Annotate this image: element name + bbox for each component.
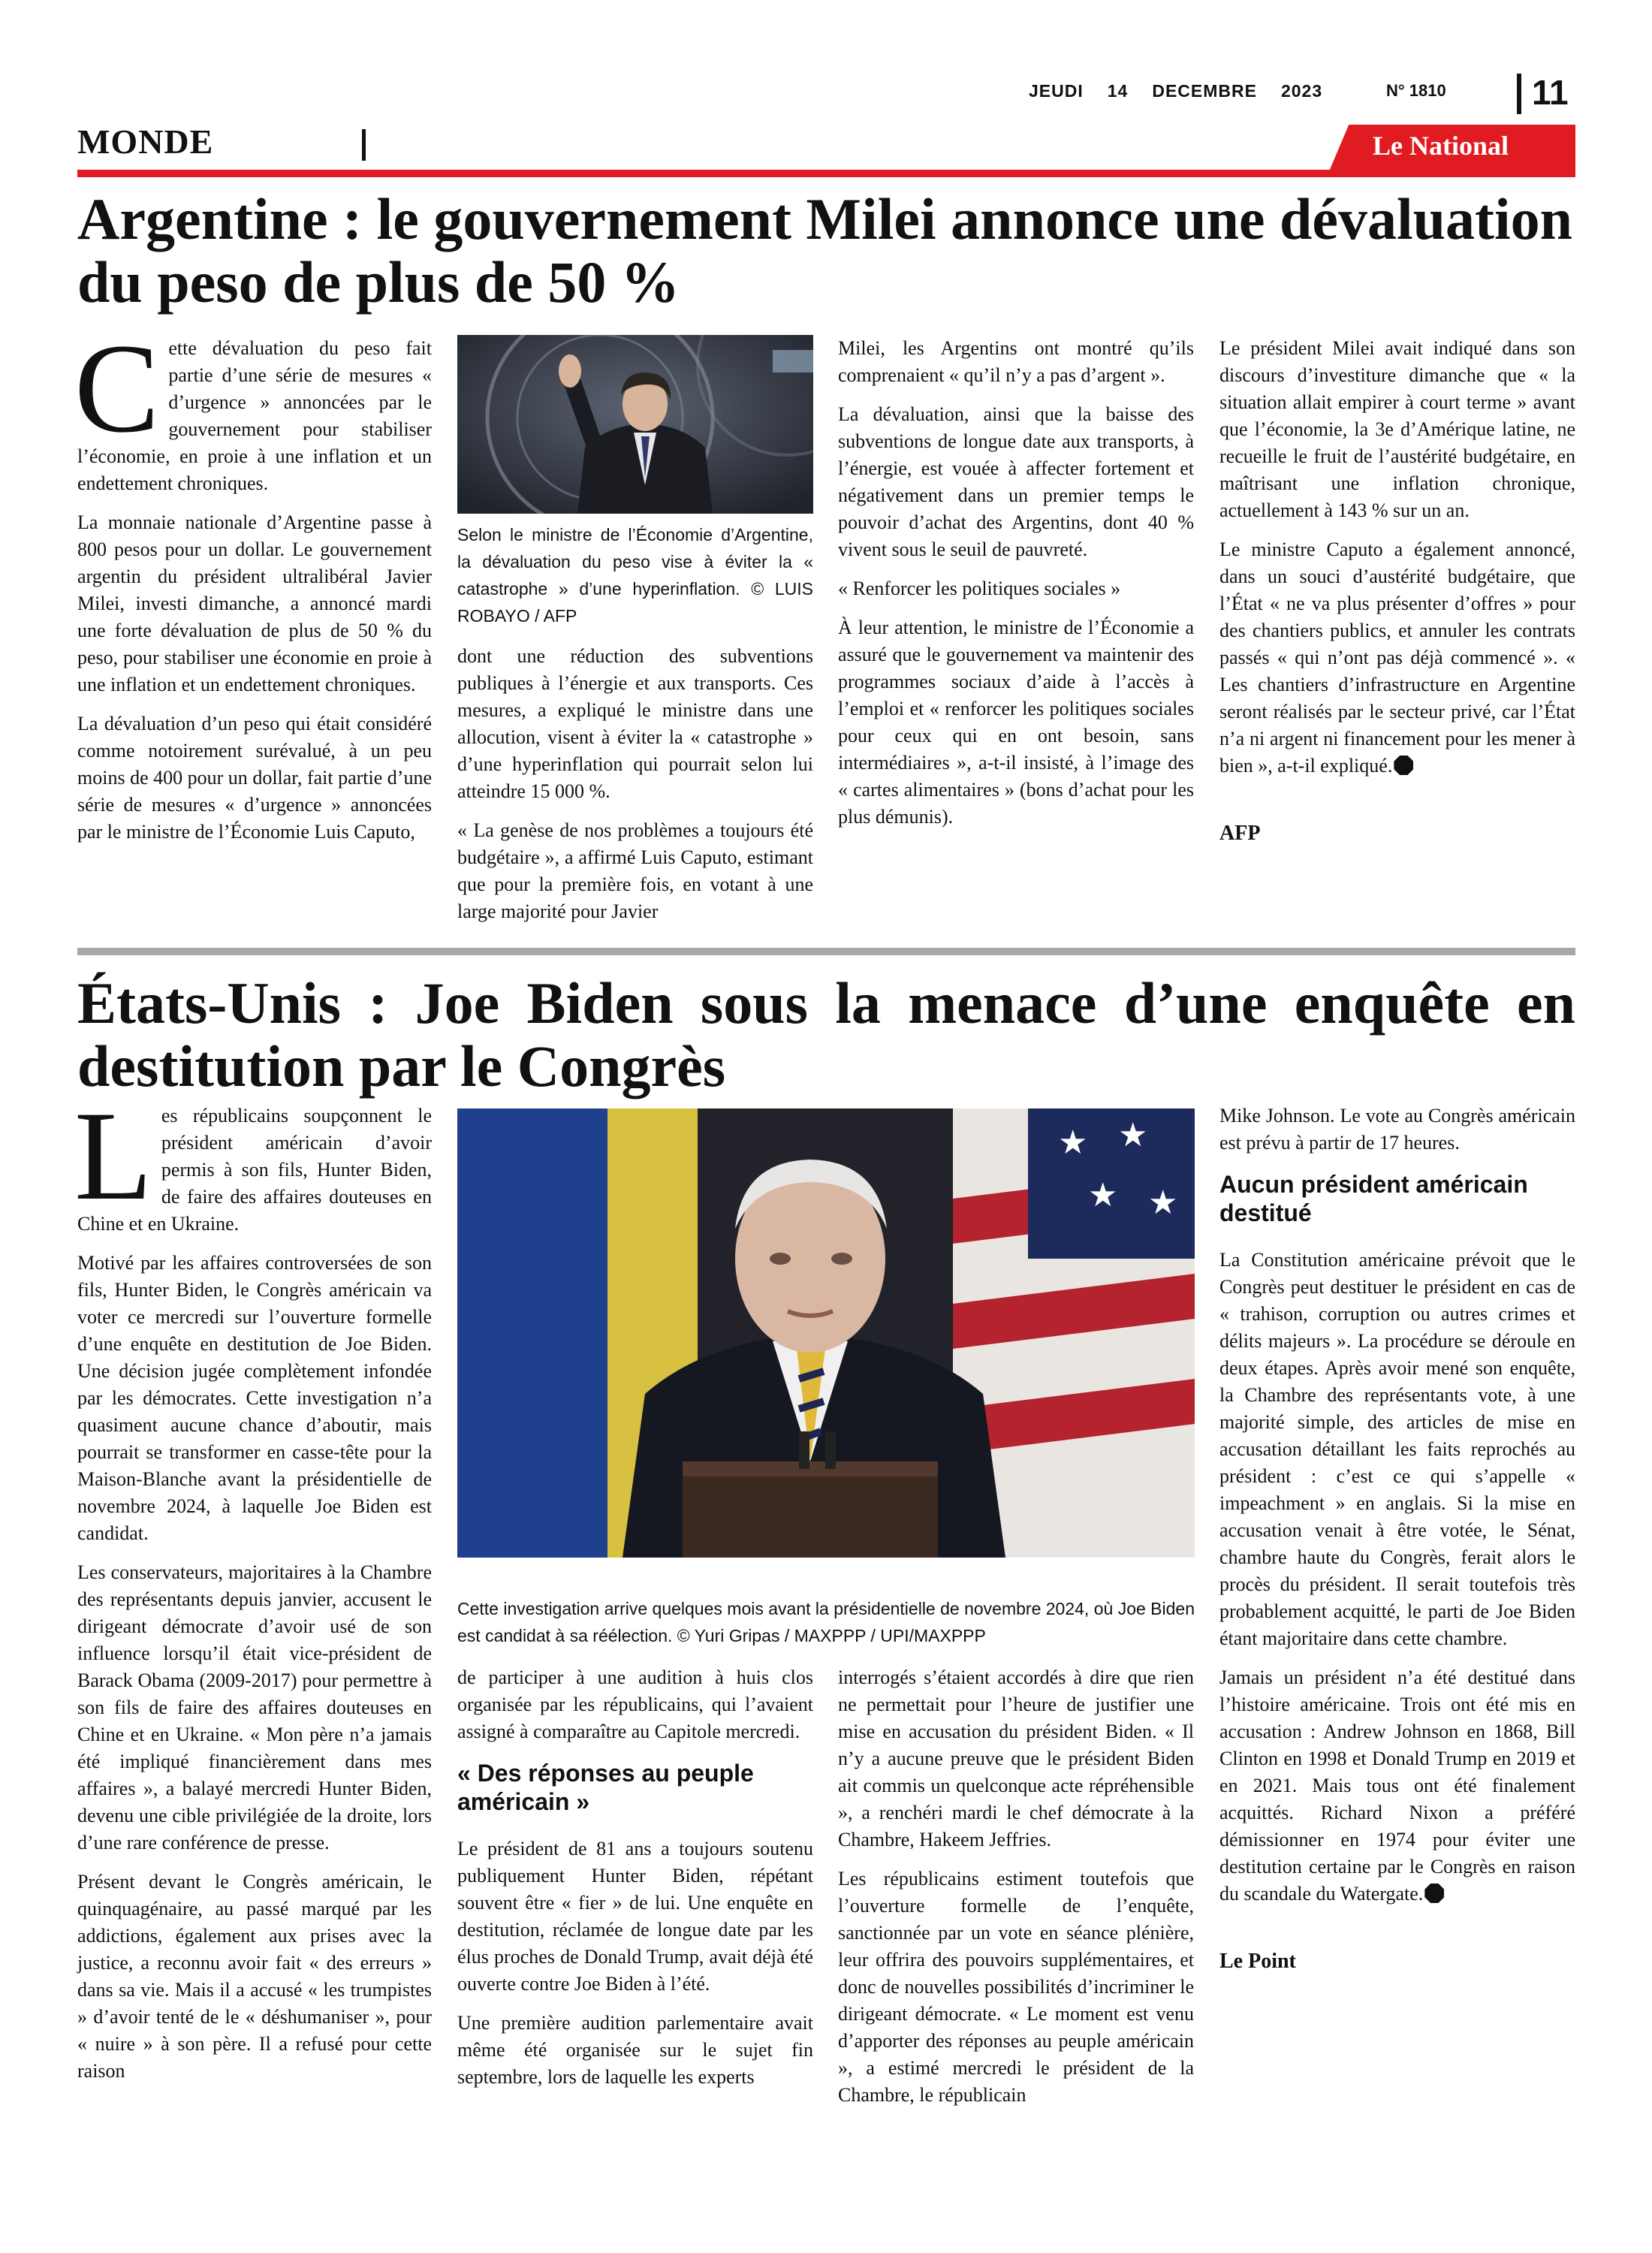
page-number: 11: [1532, 73, 1569, 112]
article2-subhead: « Des réponses au peuple américain »: [457, 1760, 754, 1815]
milei-photo: [457, 335, 813, 514]
section-divider: [362, 129, 366, 161]
end-of-article-icon: [1424, 1884, 1444, 1903]
header-rule: [77, 170, 1575, 177]
article1-column-3: [838, 335, 1194, 843]
date-month: DECEMBRE: [1152, 81, 1257, 101]
article2-column-3: [838, 1664, 1194, 2121]
article2-paragraph: Motivé par les affaires controversées de son fils, Hunter Biden, le Congrès américain va voter ce mercredi sur l’ouverture formelle d’une enquête en destitution de Joe Biden. Une décision jugée complètement infondée par les démocrates. Cette investigation n’a quasiment aucune chance d’aboutir, mais pourrait se transformer en casse-tête pour la Maison-Blanche avant la présidentielle de novembre 2024, à laquelle Joe Biden est candidat.: [77, 1252, 432, 1544]
article2-column-4: [1219, 1102, 1575, 1987]
article1-paragraph: ette dévaluation du peso fait partie d’une série de mesures « d’urgence » annoncées par le gouvernement pour stabiliser l’économie, en proie à une inflation et un endettement chroniques.: [77, 337, 432, 494]
article2-paragraph: Présent devant le Congrès américain, le quinquagénaire, au passé marqué par les addictions, également aux prises avec la justice, a reconnu avoir fait « des erreurs » dans sa vie. Mais il a accusé « les trumpistes » d’avoir tenté de le « déshumaniser », pour « nuire » à son père. Il a refusé pour cette raison: [77, 1871, 432, 2082]
article2-paragraph: es républicains soupçonnent le président américain d’avoir permis à son fils, Hunter Biden, de faire des affaires douteuses en Chine et en Ukraine.: [77, 1105, 432, 1235]
article2-column-2: [457, 1664, 813, 2103]
article2-paragraph: Une première audition parlementaire avait même été organisée sur le sujet fin septembre, lors de laquelle les experts: [457, 2012, 813, 2088]
date-number: 14: [1107, 81, 1129, 101]
article1-paragraph: Milei, les Argentins ont montré qu’ils comprenaient « qu’il n’y a pas d’argent ».: [838, 337, 1194, 386]
article1-paragraph: Le ministre Caputo a également annoncé, dans un souci d’austérité budgétaire, que l’État « ne va plus présenter d’offres » pour des chantiers publics, et annuler les contrats passés « qui n’ont pas déjà commencé ». « Les chantiers d’infrastructure en Argentine seront réalisés par le secteur privé, car l’État n’a ni argent ni financement pour les mener à bien », a-t-il expliqué.: [1219, 538, 1575, 777]
article2-source: Le Point: [1219, 1950, 1296, 1973]
article2-paragraph: Les conservateurs, majoritaires à la Chambre des représentants depuis janvier, accusent le dirigeant démocrate d’avoir usé de son influence lorsqu’il était vice-président de Barack Obama (2009-2017) pour permettre à son fils de faire des affaires douteuses en Chine et en Ukraine. « Mon père n’a jamais été impliqué financièrement dans mes affaires », a balayé mercredi Hunter Biden, devenu une cible privilégiée de la droite, lors d’une rare conférence de presse.: [77, 1561, 432, 1853]
section-title: MONDE: [77, 122, 214, 161]
article2-paragraph: La Constitution américaine prévoit que le Congrès peut destituer le président en cas de « trahison, corruption ou autres crimes et délits majeurs ». La procédure se déroule en deux étapes. Après avoir mené son enquête, la Chambre des représentants vote, à une majorité simple, des articles de mise en accusation détaillant les faits reprochés au président : c’est ce qui s’appelle « impeachment » en anglais. Si la mise en accusation venait à être votée, le Sénat, chambre haute du Congrès, ferait alors le procès du président. Il serait toutefois très probablement acquitté, le parti de Joe Biden étant majoritaire dans cette chambre.: [1219, 1249, 1575, 1649]
issue-number: N° 1810: [1386, 81, 1446, 100]
svg-text:★: ★: [1148, 1184, 1178, 1222]
article1-column-1: [74, 318, 432, 858]
article1-column-2: [457, 643, 813, 937]
article1-paragraph: dont une réduction des subventions publiques à l’énergie et aux transports. Ces mesures, a expliqué le ministre dans une allocution, visent à éviter la « catastrophe » d’une hyperinflation qui pourrait selon lui atteindre 15 000 %.: [457, 645, 813, 802]
article1-column-4: [1219, 335, 1575, 859]
article1-headline: Argentine : le gouvernement Milei annonce une dévaluation du peso de plus de 50 %: [77, 186, 1573, 315]
article2-headline: États-Unis : Joe Biden sous la menace d’une enquête en destitution par le Congrès: [77, 970, 1575, 1099]
article2-dropcap: L: [74, 1085, 152, 1226]
article2-paragraph: interrogés s’étaient accordés à dire que rien ne permettait pour l’heure de justifier une mise en accusation du président Biden. « Il n’y a aucune preuve que le président Biden ait commis un quelconque acte répréhensible », a renchéri mardi le chef démocrate à la Chambre, Hakeem Jeffries.: [838, 1666, 1194, 1850]
article1-paragraph: La dévaluation, ainsi que la baisse des subventions de longue date aux transports, à l’énergie, est vouée à affecter fortement et négativement dans un premier temps le pouvoir d’achat des Argentins, dont 40 % vivent sous le seuil de pauvreté.: [838, 403, 1194, 560]
svg-text:★: ★: [1058, 1123, 1088, 1162]
article1-photo-caption: Selon le ministre de l’Économie d’Argentine, la dévaluation du peso vise à éviter la « catastrophe » d’une hyperinflation. © LUIS ROBAYO / AFP: [457, 525, 813, 626]
article2-paragraph: Jamais un président n’a été destitué dans l’histoire américaine. Trois ont été mis en accusation : Andrew Johnson en 1868, Bill Clinton en 1998 et Donald Trump en 2019 et en 2021. Mais tous ont été finalement acquittés. Richard Nixon a préféré démissionner en 1974 pour éviter une destitution certaine par le Congrès en raison du scandale du Watergate.: [1219, 1666, 1575, 1905]
article1-paragraph: La dévaluation d’un peso qui était considéré comme notoirement surévalué, à un peu moins de 400 pour un dollar, fait partie d’une série de mesures « d’urgence » annoncées par le ministre de l’Économie Luis Caputo,: [77, 713, 432, 843]
page-number-divider: [1517, 74, 1521, 114]
date-day: JEUDI: [1029, 81, 1084, 101]
biden-photo: [457, 1108, 1195, 1558]
article1-paragraph: « La genèse de nos problèmes a toujours été budgétaire », a affirmé Luis Caputo, estimant que pour la première fois, en votant à une large majorité pour Javier: [457, 819, 813, 922]
brand-name: Le National: [1373, 131, 1509, 161]
milei-photo-illustration: [457, 335, 813, 514]
end-of-article-icon: [1394, 756, 1413, 775]
article1-subhead: « Renforcer les politiques sociales »: [838, 578, 1121, 599]
article1-dropcap: C: [74, 318, 160, 459]
svg-text:★: ★: [1088, 1176, 1118, 1214]
article1-source: AFP: [1219, 822, 1261, 845]
article2-photo-caption: Cette investigation arrive quelques mois avant la présidentielle de novembre 2024, où Joe Biden est candidat à sa réélection. © Yuri Gripas / MAXPPP / UPI/MAXPPP: [457, 1599, 1195, 1645]
biden-photo-illustration: [457, 1108, 1195, 1558]
article1-paragraph: À leur attention, le ministre de l’Économie a assuré que le gouvernement va maintenir des programmes sociaux d’aide à l’accès à l’emploi et « renforcer les politiques sociales pour ceux qui en ont besoin, sans intermédiaires », a-t-il insisté, à l’image des « cartes alimentaires » (bons d’achat pour les plus démunis).: [838, 617, 1194, 828]
date-year: 2023: [1280, 81, 1323, 101]
article2-paragraph: Le président de 81 ans a toujours soutenu publiquement Hunter Biden, répétant souvent être « fier » de lui. Une enquête en destitution, réclamée de longue date par les élus proches de Donald Trump, avait déjà été ouverte contre Joe Biden à l’été.: [457, 1838, 813, 1995]
article2-paragraph: Mike Johnson. Le vote au Congrès américain est prévu à partir de 17 heures.: [1219, 1105, 1575, 1154]
article2-subhead: Aucun président américain destitué: [1219, 1171, 1528, 1226]
svg-text:★: ★: [1118, 1116, 1148, 1154]
article-divider: [77, 948, 1575, 955]
article2-paragraph: de participer à une audition à huis clos organisée par les républicains, qui l’avaient assigné à comparaître au Capitole mercredi.: [457, 1666, 813, 1742]
article1-paragraph: Le président Milei avait indiqué dans son discours d’investiture dimanche que « la situation allait empirer à court terme » avant que l’économie, la 3e d’Amérique latine, ne recueille le fruit de l’austérité budgétaire, en maîtrisant une inflation chronique, actuellement à 143 % sur un an.: [1219, 337, 1575, 521]
article1-paragraph: La monnaie nationale d’Argentine passe à 800 pesos pour un dollar. Le gouvernement argentin du président ultralibéral Javier Milei, investi dimanche, a annoncé mardi une forte dévaluation de plus de 50 % du peso, pour stabiliser une économie en proie à une inflation et un endettement chroniques.: [77, 511, 432, 695]
article2-column-1: [74, 1085, 432, 2097]
article2-paragraph: Les républicains estiment toutefois que l’ouverture formelle de l’enquête, sanctionnée par un vote en séance plénière, leur offrira des pouvoirs supplémentaires, et donc de nouvelles possibilités d’incriminer le dirigeant démocrate. « Le moment est venu d’apporter des réponses au peuple américain », a estimé mercredi le président de la Chambre, le républicain: [838, 1868, 1194, 2106]
